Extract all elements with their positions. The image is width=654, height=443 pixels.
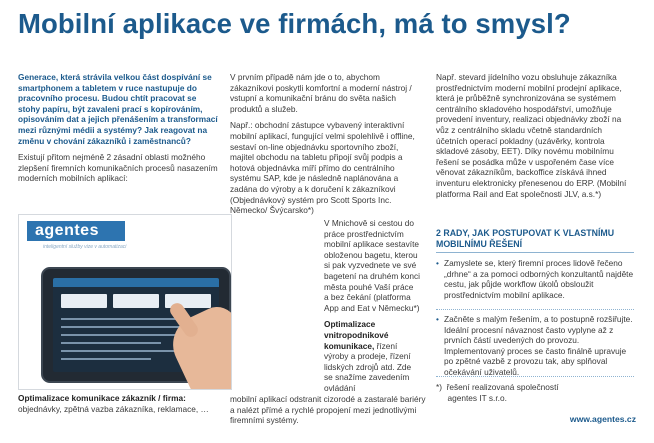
footnote: *) řešení realizovaná společností agentes IT s.r.o.: [436, 382, 559, 403]
munich-paragraph: V Mnichově si cestou do práce prostřednictvím mobilní aplikace sestavíte obloženou bagetu, kterou si pak vyzvednete ve své bagetení na druhém konci města pouhé Vaší práce a bez čekání (platforma App and Eat v Německu*): [324, 218, 420, 313]
middle-paragraph-2: Např.: obchodní zástupce vybavený interaktivní mobilní aplikací, fungující velmi spolehlivě i offline, sestaví on-line objednávku sportovního zboží, majitel obchodu na tabletu připojí svůj podpis a hotová objednávka míří přímo do centrálního systému SAP, kde je následně naplánována a zadána do výroby a k doručení k zákazníkovi (Objednávkový systém pro Scott Sports Inc. Německo/ Švýcarsko*): [230, 120, 415, 216]
screen-card: [113, 294, 159, 308]
caption-text: objednávky, zpětná vazba zákazníka, reklamace, …: [18, 403, 209, 414]
logo-tagline: inteligentní služby vize v automatizaci: [43, 244, 127, 250]
internal-heading: Optimalizace vnitropodnikové komunikace,: [324, 319, 389, 351]
tip-item: • Začněte s malým řešením, a to postupně rozšiřujte. Ideální procesní návaznost často vyplyne až z prvních částí uvedených do provozu. Implementovaný proces se často finálně upravuje po zpětné vazbě z provozu tak, aby splňoval očekávání uživatelů.: [436, 314, 634, 378]
tip-divider: [436, 309, 634, 310]
column-middle: [230, 72, 420, 222]
screen-line: [61, 350, 191, 352]
screen-header-bar: [53, 278, 219, 287]
heading-divider: [436, 252, 634, 253]
right-paragraph-1: Např. stevard jídelního vozu obsluhuje zákazníka prostřednictvím moderní mobilní prodejní aplikace, která je průběžně synchronizována se systémem centrálního skladového hospodářství, umožňuje provedení inventury, realizaci objednávky zboží na vůz z centrálního skladu včetně standardních účetních operací pokladny (uzávěrky, kontrola skladové zásoby, EET). Díky novému mobilnímu řešení se posádka může v uspořeném čase více věnovat zákazníkům, backoffice získává ihned inventuru elektronicky přenesenou do ERP. (Mobilní platforma Rail and Eat společnosti JLV, a.s.*): [436, 72, 627, 199]
internal-text: řízení výroby a prodeje, řízení lidských zdrojů atd. Zde se snažíme zavedením ovládání: [324, 340, 412, 393]
internal-paragraph: [324, 319, 420, 393]
agentes-logo: agentes: [27, 221, 125, 241]
screen-line: [61, 326, 181, 328]
promo-image: [18, 214, 232, 390]
column-left: [18, 72, 218, 190]
column-right: [436, 72, 634, 205]
screen-line: [61, 358, 151, 360]
screen-line: [61, 342, 161, 344]
tip-item: • Zamyslete se, který firemní proces lidově řečeno „drhne“ a za pomoci odborných konzultantů najděte cestu, jak půjde workflow úkolů obsloužit prostřednictvím mobilní aplikace.: [436, 258, 634, 300]
article-title: Mobilní aplikace ve firmách, má to smysl?: [18, 8, 571, 39]
middle-paragraph-1: V prvním případě nám jde o to, abychom zákazníkovi poskytli komfortní a moderní nástroj / vstupní a komunikační bránu do světa našich produktů a služeb.: [230, 72, 412, 114]
screen-card: [61, 294, 107, 308]
lead-paragraph: Generace, která strávila velkou část dospívání se smartphonem a tabletem v ruce nastupuje do pracovního procesu. Budou chtít pracovat se stohy papíru, být zavaleni prací s kopírováním, opisováním dat a jejich přenášením a transformací mezi různými médii a systémy? Jak reagovat na změnu v chování zákazníků i zaměstnanců?: [18, 72, 218, 146]
website-link[interactable]: www.agentes.cz: [569, 414, 636, 424]
tip-divider: [436, 376, 634, 377]
intro-paragraph: Existují přitom nejméně 2 zásadní oblasti možného zlepšení firemních komunikačních procesů nasazením moderních mobilních aplikací:: [18, 152, 218, 184]
image-caption: [18, 393, 228, 414]
middle-bottom-paragraph: mobilní aplikací odstranit cizorodé a zastaralé bariéry a nalézt přímé a rychlé propojení mezi jednotlivými firemními systémy.: [230, 394, 426, 426]
caption-bold: Optimalizace komunikace zákazník / firma:: [18, 393, 186, 403]
tips-heading: 2 RADY, JAK POSTUPOVAT K VLASTNÍMU MOBILNÍMU ŘEŠENÍ: [436, 228, 615, 249]
column-middle-narrow: [324, 218, 420, 400]
